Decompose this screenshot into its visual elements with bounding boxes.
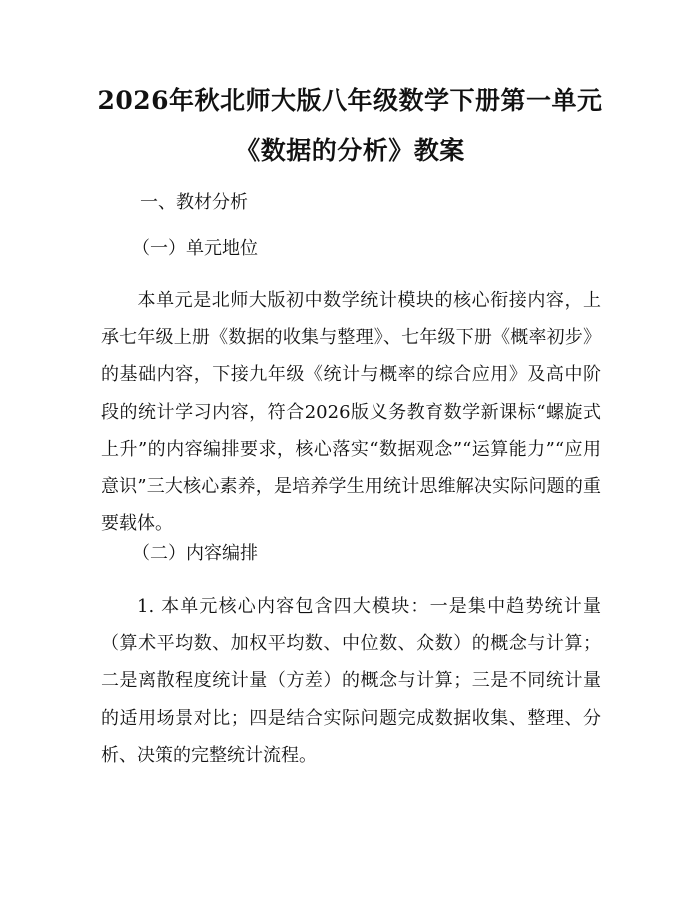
document-title-line2: 《数据的分析》教案 [235,136,465,165]
section-heading-textbook-analysis: 一、教材分析 [140,192,248,213]
paragraph-unit-position-text: 本单元是北师大版初中数学统计模块的核心衔接内容，上承七年级上册《数据的收集与整理》、七年级下册《概率初步》的基础内容，下接九年级《统计与概率的综合应用》及高中阶段的统计学习内容，符合2026版义务教育数学新课标“螺旋式上升”的内容编排要求，核心落实“数据观念”“运算能力”“应用意识”三大核心素养，是培养学生用统计思维解决实际问题的重要载体。 [101,290,601,535]
document-title-line1: 2026年秋北师大版八年级数学下册第一单元 [97,86,603,115]
subsection-heading-unit-position: （一）单元地位 [132,238,258,259]
paragraph-content-arrangement [101,588,601,774]
paragraph-content-arrangement-text: 1. 本单元核心内容包含四大模块：一是集中趋势统计量（算术平均数、加权平均数、中位数、众数）的概念与计算；二是离散程度统计量（方差）的概念与计算；三是不同统计量的适用场景对比；四是结合实际问题完成数据收集、整理、分析、决策的完整统计流程。 [101,596,601,766]
subsection-heading-content-arrangement: （二）内容编排 [132,543,258,564]
paragraph-unit-position [101,282,601,542]
